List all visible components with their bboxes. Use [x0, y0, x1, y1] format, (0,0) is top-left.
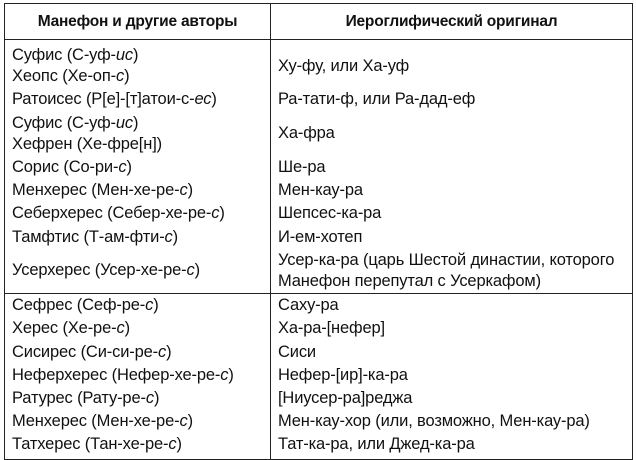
manetho-name-line	[12, 134, 262, 155]
name-text: )	[176, 435, 182, 454]
name-text: Менхерес (Мен-хе-ре-	[12, 412, 180, 431]
name-suffix-italic: с	[145, 296, 154, 315]
name-suffix-italic: ис	[115, 113, 133, 132]
table-row	[5, 387, 633, 410]
hieroglyphic-original-text: Ху-фу, или Ха-уф	[278, 56, 410, 75]
manetho-name-cell	[5, 40, 271, 89]
manetho-name-cell	[5, 202, 271, 225]
name-text: Себерхерес (Себер-хе-ре-	[12, 204, 212, 223]
header-manetho-authors: Манефон и другие авторы	[5, 4, 271, 40]
hieroglyphic-original-text: [Ниусер-ра]реджа	[278, 389, 413, 408]
name-suffix-italic: с	[115, 67, 125, 86]
hieroglyphic-original-cell	[271, 433, 633, 459]
name-text: Херес (Хе-ре-	[12, 319, 117, 338]
table-row	[5, 88, 633, 111]
table-row	[5, 112, 633, 156]
name-text: Неферхерес (Нефер-хе-ре-	[12, 365, 221, 384]
hieroglyphic-original-cell	[271, 387, 633, 410]
table-body	[5, 40, 633, 460]
table-row	[5, 317, 633, 340]
name-suffix-italic: с	[211, 204, 220, 223]
hieroglyphic-original-text: Ха-фра	[278, 124, 335, 143]
hieroglyphic-original-cell	[271, 156, 633, 179]
name-suffix-italic: с	[179, 412, 188, 431]
table-row	[5, 410, 633, 433]
name-suffix-italic: ис	[115, 46, 133, 64]
hieroglyphic-original-cell	[271, 249, 633, 294]
manetho-name-line	[12, 295, 262, 316]
name-suffix-italic: ес	[194, 90, 212, 109]
table-row	[5, 226, 633, 249]
name-text: Тамфтис (Т-ам-фти-	[12, 227, 165, 246]
hieroglyphic-original-cell	[271, 112, 633, 156]
hieroglyphic-original-cell	[271, 226, 633, 249]
table-row	[5, 294, 633, 318]
name-text: Ратурес (Рату-ре-	[12, 389, 146, 408]
table-row	[5, 156, 633, 179]
table-row	[5, 433, 633, 459]
name-text: )	[133, 113, 139, 132]
manetho-name-cell	[5, 341, 271, 364]
name-text: )	[166, 342, 172, 361]
name-text: )	[124, 319, 130, 338]
header-hieroglyphic-original: Иероглифический оригинал	[271, 4, 633, 40]
manetho-name-line	[12, 260, 262, 281]
hieroglyphic-original-text: Сиси	[278, 342, 316, 361]
manetho-name-cell	[5, 433, 271, 459]
hieroglyphic-original-text: Мен-кау-хор (или, возможно, Мен-кау-ра)	[278, 412, 590, 431]
manetho-name-line	[12, 180, 262, 201]
name-suffix-italic: с	[158, 342, 167, 361]
manetho-name-line	[12, 318, 262, 339]
hieroglyphic-original-cell	[271, 317, 633, 340]
name-suffix-italic: с	[118, 158, 127, 177]
hieroglyphic-original-text: Ра-тати-ф, или Ра-дад-еф	[278, 90, 476, 109]
table-row	[5, 40, 633, 89]
pharaoh-names-table	[4, 3, 633, 460]
hieroglyphic-original-cell	[271, 410, 633, 433]
table-row	[5, 202, 633, 225]
hieroglyphic-original-text: Тат-ка-ра, или Джед-ка-ра	[278, 435, 475, 454]
name-text: Хеопс (Хе-оп-	[12, 67, 116, 86]
manetho-name-line	[12, 66, 262, 87]
name-text: Сорис (Со-ри-	[12, 158, 119, 177]
manetho-name-line	[12, 45, 262, 66]
table-row	[5, 364, 633, 387]
name-text: )	[187, 181, 193, 200]
hieroglyphic-original-text: Ха-ра-[нефер]	[278, 319, 385, 338]
name-suffix-italic: с	[186, 261, 195, 280]
manetho-name-cell	[5, 294, 271, 318]
manetho-name-cell	[5, 387, 271, 410]
manetho-name-line	[12, 365, 262, 386]
hieroglyphic-original-cell	[271, 364, 633, 387]
manetho-name-cell	[5, 364, 271, 387]
hieroglyphic-original-cell	[271, 88, 633, 111]
table-row	[5, 179, 633, 202]
table-row	[5, 341, 633, 364]
name-text: )	[187, 412, 193, 431]
name-suffix-italic: с	[179, 181, 188, 200]
name-text: )	[153, 389, 160, 408]
manetho-name-cell	[5, 249, 271, 294]
manetho-name-line	[12, 342, 262, 363]
manetho-name-line	[12, 89, 262, 110]
name-text: )	[172, 227, 179, 246]
table-row	[5, 249, 633, 294]
name-suffix-italic: с	[145, 389, 154, 408]
manetho-name-line	[12, 411, 262, 432]
name-text: Суфис (С-уф-	[12, 46, 116, 64]
name-text: Менхерес (Мен-хе-ре-	[12, 181, 180, 200]
manetho-name-cell	[5, 179, 271, 202]
name-text: )	[126, 158, 132, 177]
hieroglyphic-original-text: И-ем-хотеп	[278, 227, 363, 246]
name-text: Хефрен (Хе-фре[н])	[12, 134, 162, 153]
name-text: )	[124, 67, 130, 86]
hieroglyphic-original-text: Мен-кау-ра	[278, 181, 363, 200]
manetho-name-line	[12, 203, 262, 224]
manetho-name-line	[12, 227, 262, 248]
name-suffix-italic: с	[116, 319, 125, 338]
name-text: )	[228, 365, 234, 384]
hieroglyphic-original-text: Шепсес-ка-ра	[278, 204, 382, 223]
hieroglyphic-original-text: Ше-ра	[278, 158, 326, 177]
manetho-name-cell	[5, 317, 271, 340]
manetho-name-cell	[5, 88, 271, 111]
name-text: Сефрес (Сеф-ре-	[12, 296, 146, 315]
name-text: Ратоисес (Р[е]-[т]атои-с-	[12, 90, 195, 109]
name-text: Татхерес (Тан-хе-ре-	[12, 435, 169, 454]
hieroglyphic-original-text: Усер-ка-ра (царь Шестой династии, которого Манефон перепутал с Усеркафом)	[278, 250, 615, 291]
name-text: )	[211, 90, 217, 109]
hieroglyphic-original-cell	[271, 179, 633, 202]
hieroglyphic-original-text: Саху-ра	[278, 296, 339, 315]
manetho-name-line	[12, 388, 262, 409]
hieroglyphic-original-cell	[271, 202, 633, 225]
name-text: Суфис (С-уф-	[12, 113, 116, 132]
manetho-name-line	[12, 157, 262, 178]
manetho-name-cell	[5, 226, 271, 249]
name-suffix-italic: с	[168, 435, 177, 454]
manetho-name-cell	[5, 156, 271, 179]
name-text: )	[194, 261, 200, 280]
name-suffix-italic: с	[164, 227, 173, 246]
manetho-name-cell	[5, 410, 271, 433]
manetho-name-cell	[5, 112, 271, 156]
name-text: )	[153, 296, 159, 315]
manetho-name-line	[12, 113, 262, 134]
name-suffix-italic: с	[220, 365, 229, 384]
manetho-name-line	[12, 434, 262, 455]
hieroglyphic-original-text: Нефер-[ир]-ка-ра	[278, 365, 408, 384]
hieroglyphic-original-cell	[271, 294, 633, 318]
name-text: )	[133, 46, 139, 64]
hieroglyphic-original-cell	[271, 40, 633, 89]
table-header-row	[5, 4, 633, 40]
name-text: Усерхерес (Усер-хе-ре-	[12, 261, 187, 280]
hieroglyphic-original-cell	[271, 341, 633, 364]
name-text: Сисирес (Си-си-ре-	[12, 342, 159, 361]
name-text: )	[219, 204, 225, 223]
